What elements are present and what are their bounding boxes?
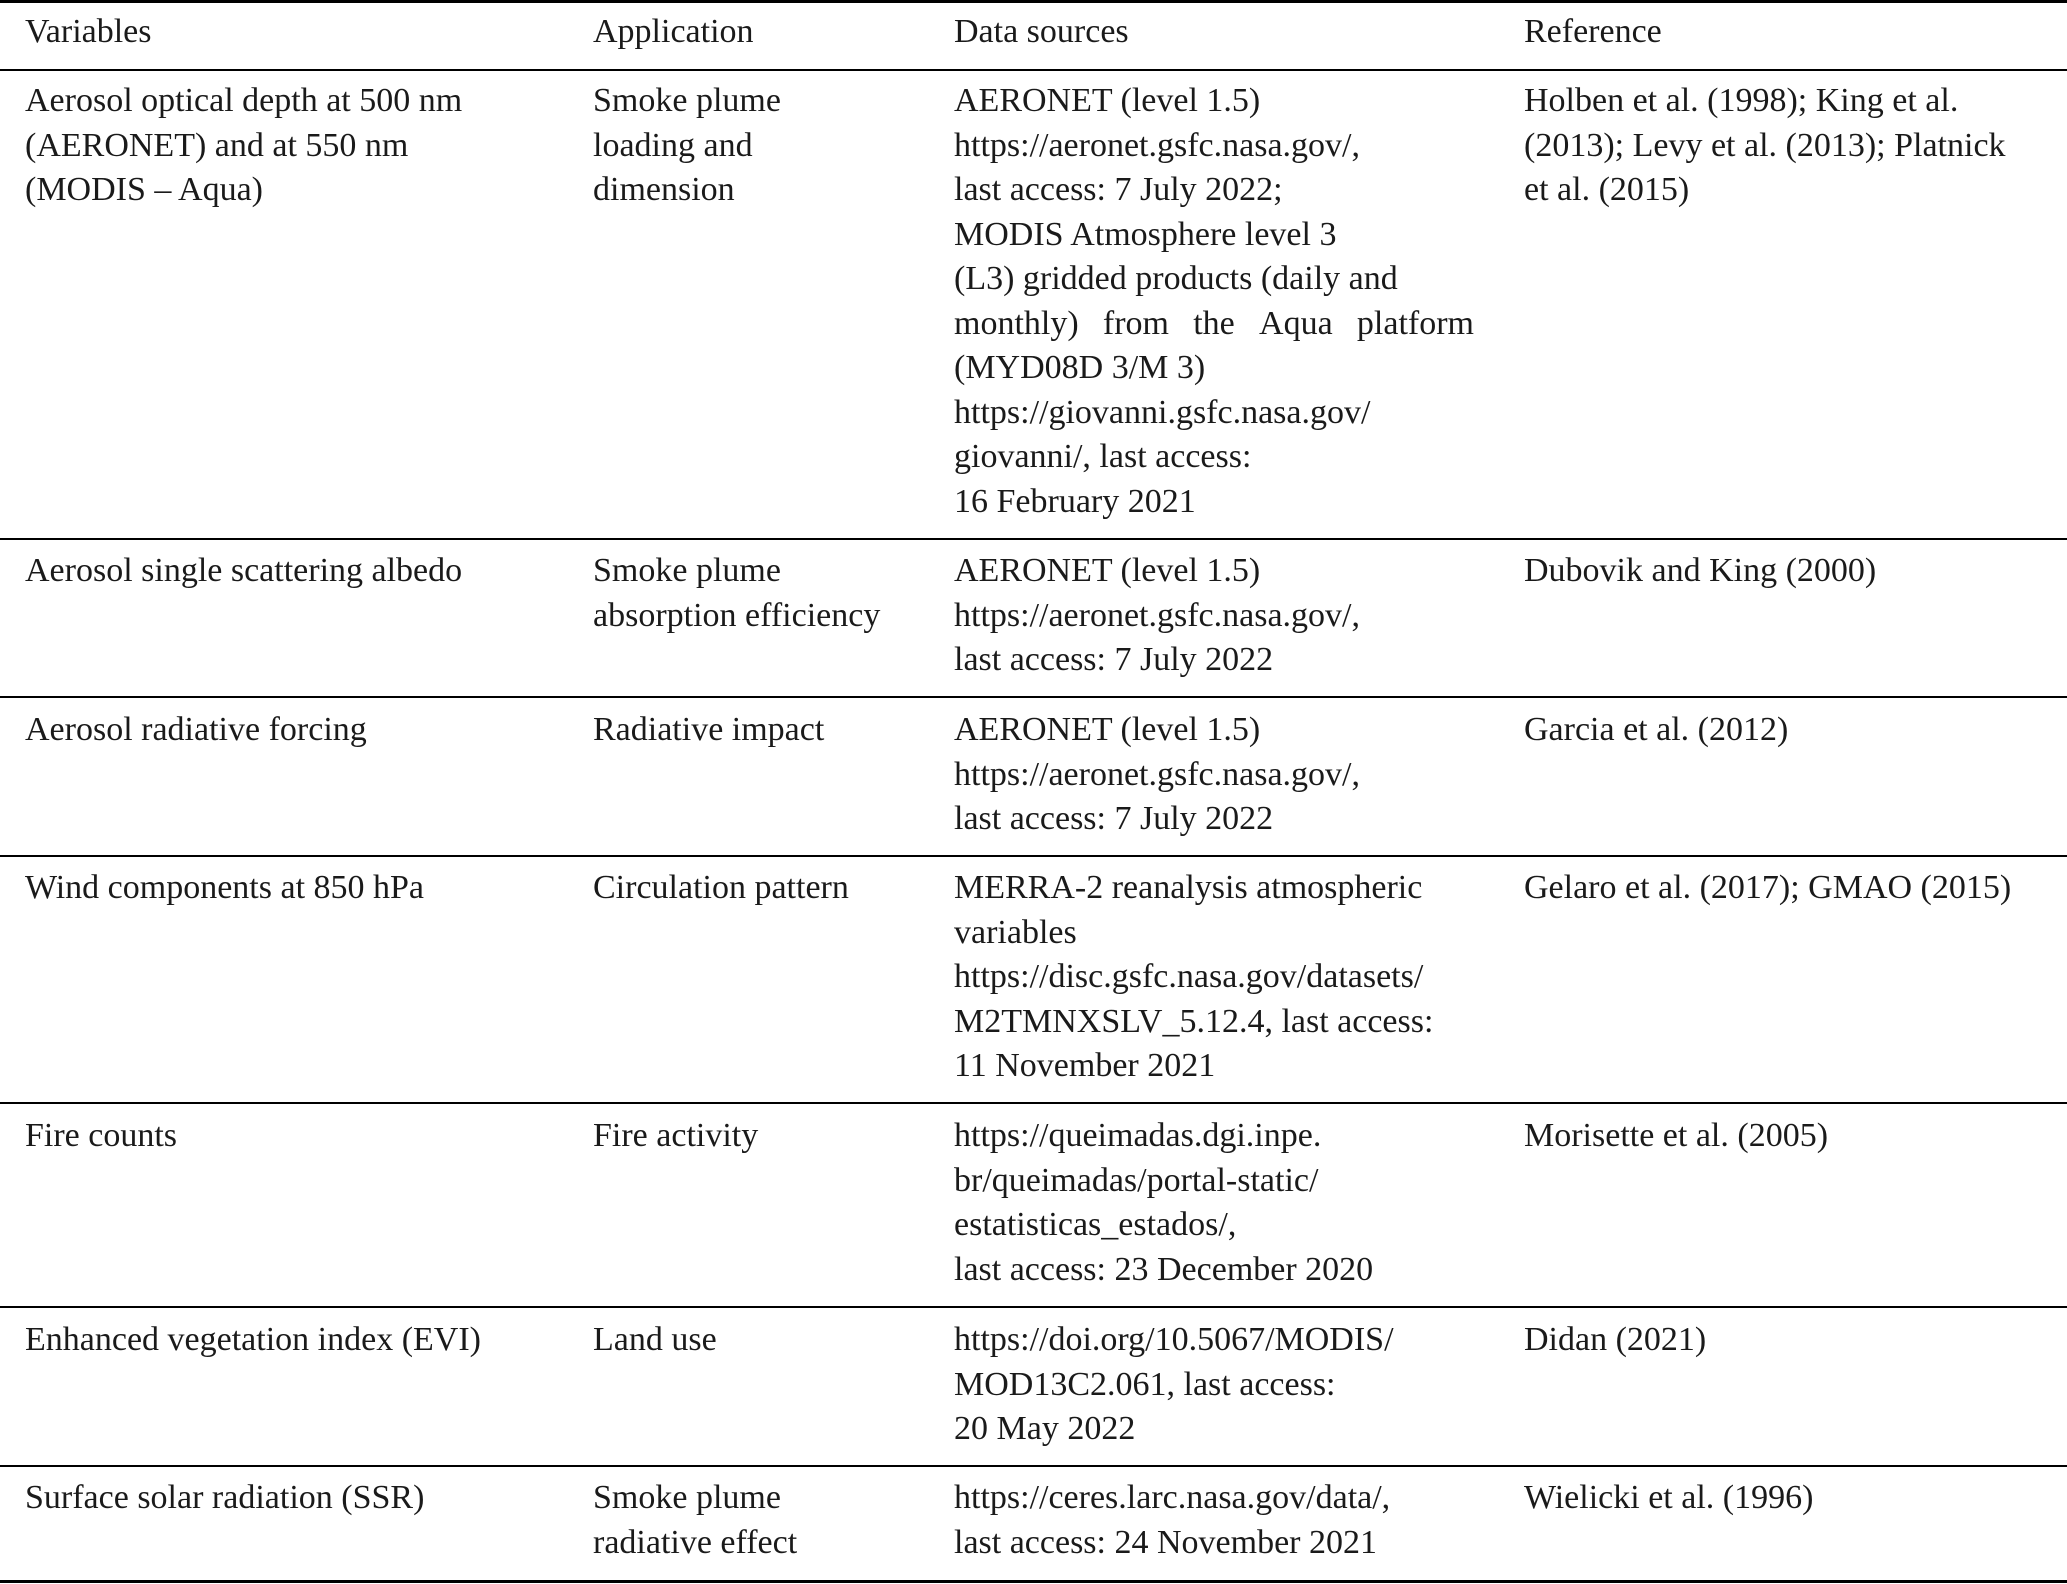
cell-data-sources bbox=[954, 79, 1474, 524]
cell-line: (MODIS – Aqua) bbox=[25, 171, 263, 208]
cell-reference bbox=[1524, 866, 2011, 911]
row-divider bbox=[0, 1465, 2067, 1467]
cell-line: last access: 24 November 2021 bbox=[954, 1523, 1377, 1561]
cell-line: AERONET (level 1.5) bbox=[954, 552, 1261, 589]
row-divider bbox=[0, 1102, 2067, 1104]
cell-variables bbox=[25, 549, 462, 594]
cell-application bbox=[593, 79, 781, 213]
header-rule bbox=[0, 69, 2067, 71]
cell-line: Aerosol radiative forcing bbox=[25, 711, 367, 748]
cell-line: Enhanced vegetation index (EVI) bbox=[25, 1321, 481, 1358]
cell-application bbox=[593, 1476, 797, 1565]
cell-line: Smoke plume bbox=[593, 1479, 781, 1516]
cell-variables bbox=[25, 866, 424, 911]
cell-line: (MYD08D 3/M 3) bbox=[954, 349, 1206, 386]
cell-data-sources bbox=[954, 866, 1433, 1089]
cell-line: et al. (2015) bbox=[1524, 171, 1690, 208]
row-divider bbox=[0, 1306, 2067, 1308]
header-data-sources: Data sources bbox=[954, 13, 1129, 50]
cell-data-sources bbox=[954, 708, 1360, 842]
cell-variables bbox=[25, 1114, 177, 1159]
cell-line: (2013); Levy et al. (2013); Platnick bbox=[1524, 126, 2006, 164]
cell-line: absorption efficiency bbox=[593, 596, 881, 634]
table-bottom-rule bbox=[0, 1580, 2067, 1583]
cell-line: M2TMNXSLV_5.12.4, last access: bbox=[954, 1002, 1434, 1040]
cell-line: last access: 7 July 2022 bbox=[954, 800, 1274, 837]
justified-word: Aqua bbox=[1259, 304, 1333, 342]
cell-line: Fire activity bbox=[593, 1117, 759, 1154]
cell-line: 11 November 2021 bbox=[954, 1047, 1216, 1084]
header-reference: Reference bbox=[1524, 13, 1662, 50]
cell-line: (AERONET) and at 550 nm bbox=[25, 126, 409, 164]
cell-line: Holben et al. (1998); King et al. bbox=[1524, 82, 1959, 119]
cell-line: AERONET (level 1.5) bbox=[954, 711, 1261, 748]
cell-line: Gelaro et al. (2017); GMAO (2015) bbox=[1524, 869, 2012, 906]
cell-line: MOD13C2.061, last access: bbox=[954, 1365, 1336, 1403]
cell-line: estatisticas_estados/, bbox=[954, 1206, 1237, 1243]
cell-line: 20 May 2022 bbox=[954, 1410, 1136, 1447]
cell-line: Land use bbox=[593, 1321, 717, 1358]
cell-line: https://aeronet.gsfc.nasa.gov/, bbox=[954, 596, 1361, 634]
cell-line: Garcia et al. (2012) bbox=[1524, 711, 1789, 748]
cell-line: Smoke plume bbox=[593, 82, 781, 119]
cell-line: Smoke plume bbox=[593, 552, 781, 589]
cell-line: variables bbox=[954, 913, 1077, 951]
cell-application bbox=[593, 708, 824, 753]
cell-line-justified bbox=[954, 302, 1474, 347]
cell-reference bbox=[1524, 549, 1876, 594]
cell-variables bbox=[25, 1476, 424, 1521]
cell-reference bbox=[1524, 1476, 1813, 1521]
cell-line: loading and bbox=[593, 126, 753, 164]
cell-data-sources bbox=[954, 549, 1360, 683]
justified-word: the bbox=[1193, 304, 1235, 342]
row-divider bbox=[0, 696, 2067, 698]
cell-line: Dubovik and King (2000) bbox=[1524, 552, 1877, 589]
cell-line: Fire counts bbox=[25, 1117, 178, 1154]
cell-data-sources bbox=[954, 1476, 1390, 1565]
cell-data-sources bbox=[954, 1318, 1394, 1452]
cell-line: dimension bbox=[593, 171, 735, 208]
cell-line: Aerosol optical depth at 500 nm bbox=[25, 82, 463, 119]
cell-line: Circulation pattern bbox=[593, 869, 849, 906]
justified-word: from bbox=[1102, 304, 1169, 342]
cell-line: last access: 23 December 2020 bbox=[954, 1250, 1374, 1288]
cell-line: last access: 7 July 2022 bbox=[954, 641, 1274, 678]
cell-variables bbox=[25, 79, 462, 213]
cell-line: https://giovanni.gsfc.nasa.gov/ bbox=[954, 393, 1371, 431]
cell-variables bbox=[25, 708, 367, 753]
cell-line: Surface solar radiation (SSR) bbox=[25, 1479, 425, 1516]
cell-line: Didan (2021) bbox=[1524, 1321, 1707, 1358]
cell-line: Aerosol single scattering albedo bbox=[25, 552, 463, 589]
cell-application bbox=[593, 549, 880, 638]
cell-line: radiative effect bbox=[593, 1523, 798, 1561]
justified-word: platform bbox=[1356, 304, 1474, 342]
cell-application bbox=[593, 1318, 717, 1363]
cell-line: br/queimadas/portal-static/ bbox=[954, 1161, 1319, 1199]
cell-line: https://ceres.larc.nasa.gov/data/, bbox=[954, 1479, 1391, 1516]
cell-line: Wind components at 850 hPa bbox=[25, 869, 425, 906]
cell-line: https://aeronet.gsfc.nasa.gov/, bbox=[954, 126, 1361, 164]
cell-line: Radiative impact bbox=[593, 711, 825, 748]
cell-reference bbox=[1524, 1318, 1706, 1363]
cell-line: Wielicki et al. (1996) bbox=[1524, 1479, 1814, 1516]
header-application: Application bbox=[593, 13, 754, 50]
cell-line: https://queimadas.dgi.inpe. bbox=[954, 1117, 1322, 1154]
justified-word: monthly) bbox=[954, 304, 1079, 342]
cell-line: 16 February 2021 bbox=[954, 482, 1196, 520]
cell-line: Morisette et al. (2005) bbox=[1524, 1117, 1829, 1154]
row-divider bbox=[0, 538, 2067, 540]
cell-line: (L3) gridded products (daily and bbox=[954, 260, 1398, 297]
cell-variables bbox=[25, 1318, 481, 1363]
cell-line: AERONET (level 1.5) bbox=[954, 82, 1261, 119]
cell-line: https://doi.org/10.5067/MODIS/ bbox=[954, 1321, 1394, 1358]
cell-data-sources bbox=[954, 1114, 1373, 1292]
cell-line: https://aeronet.gsfc.nasa.gov/, bbox=[954, 755, 1361, 793]
cell-application bbox=[593, 1114, 758, 1159]
row-divider bbox=[0, 855, 2067, 857]
table-top-rule bbox=[0, 0, 2067, 3]
cell-reference bbox=[1524, 708, 1788, 753]
cell-reference bbox=[1524, 79, 2006, 213]
cell-line: MERRA-2 reanalysis atmospheric bbox=[954, 869, 1423, 906]
cell-line: https://disc.gsfc.nasa.gov/datasets/ bbox=[954, 958, 1424, 995]
cell-reference bbox=[1524, 1114, 1828, 1159]
cell-application bbox=[593, 866, 849, 911]
cell-line: MODIS Atmosphere level 3 bbox=[954, 215, 1337, 253]
header-variables: Variables bbox=[25, 13, 152, 50]
cell-line: giovanni/, last access: bbox=[954, 438, 1252, 475]
cell-line: last access: 7 July 2022; bbox=[954, 171, 1283, 208]
